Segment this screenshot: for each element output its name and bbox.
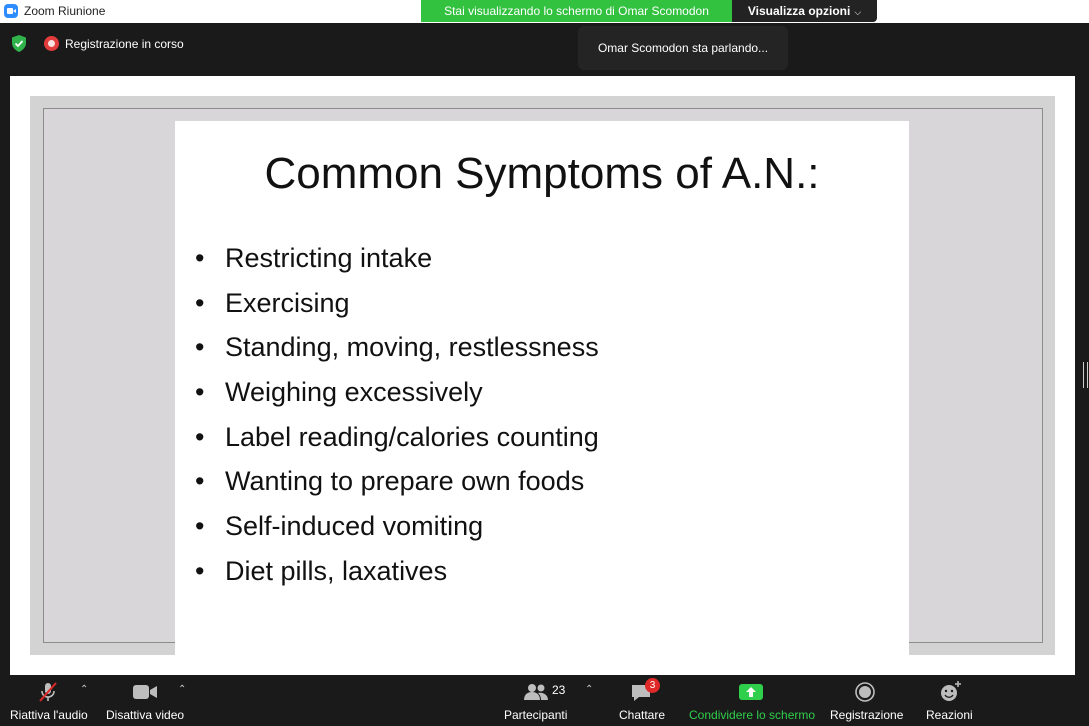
video-camera-icon (132, 683, 158, 701)
reactions-icon (939, 680, 963, 704)
meeting-toolbar (0, 675, 1089, 726)
unmute-audio-button[interactable] (0, 675, 96, 726)
record-label: Registrazione (830, 708, 904, 722)
slide-bullet: • Diet pills, laxatives (195, 556, 599, 601)
record-button[interactable] (826, 675, 906, 726)
unmute-audio-label: Riattiva l'audio (10, 708, 88, 722)
screen-share-banner: Stai visualizzando lo schermo di Omar Scomodon (421, 0, 732, 22)
view-options-button[interactable] (732, 0, 877, 22)
stop-video-label: Disattiva video (106, 708, 185, 722)
presentation-frame (30, 96, 1055, 655)
participants-button[interactable] (500, 675, 580, 726)
slide-bullet-list (195, 243, 599, 601)
slide-bullet: • Wanting to prepare own foods (195, 466, 599, 511)
participants-icon (523, 682, 549, 702)
reactions-label: Reazioni (926, 708, 973, 722)
chat-unread-badge: 3 (645, 678, 660, 693)
active-speaker-tooltip: Omar Scomodon sta parlando... (578, 26, 788, 70)
reactions-button[interactable] (920, 675, 980, 726)
slide-bullet: • Exercising (195, 288, 599, 333)
window-title: Zoom Riunione (24, 4, 106, 18)
zoom-logo-icon (4, 4, 18, 18)
share-screen-button[interactable] (684, 675, 820, 726)
slide (175, 121, 909, 669)
slide-bullet: • Weighing excessively (195, 377, 599, 422)
chat-button[interactable] (612, 675, 670, 726)
slide-bullet: • Standing, moving, restlessness (195, 332, 599, 377)
participants-label: Partecipanti (504, 708, 568, 722)
muted-microphone-icon (37, 681, 59, 703)
slide-bullet: • Label reading/calories counting (195, 422, 599, 467)
resize-handle[interactable] (1083, 362, 1088, 388)
stop-video-button[interactable] (100, 675, 190, 726)
participants-count: 23 (552, 683, 566, 697)
slide-bullet: • Self-induced vomiting (195, 511, 599, 556)
participants-options-caret-icon[interactable]: ⌃ (585, 684, 594, 695)
slide-title: Common Symptoms of A.N.: (264, 149, 820, 198)
status-row (0, 23, 1089, 67)
video-options-caret-icon[interactable]: ⌃ (178, 684, 187, 695)
view-options-label: Visualizza opzioni (747, 4, 851, 18)
recording-icon (44, 36, 59, 51)
chevron-down-icon: ⌵ (854, 7, 862, 17)
shield-icon[interactable] (10, 34, 28, 53)
share-screen-icon (738, 683, 764, 701)
shared-screen (10, 76, 1075, 675)
chat-label: Chattare (619, 708, 666, 722)
share-screen-label: Condividere lo schermo (689, 708, 816, 722)
record-icon (854, 681, 876, 703)
slide-bullet: • Restricting intake (195, 243, 599, 288)
audio-options-caret-icon[interactable]: ⌃ (80, 684, 89, 695)
recording-status[interactable]: Registrazione in corso (65, 37, 184, 51)
